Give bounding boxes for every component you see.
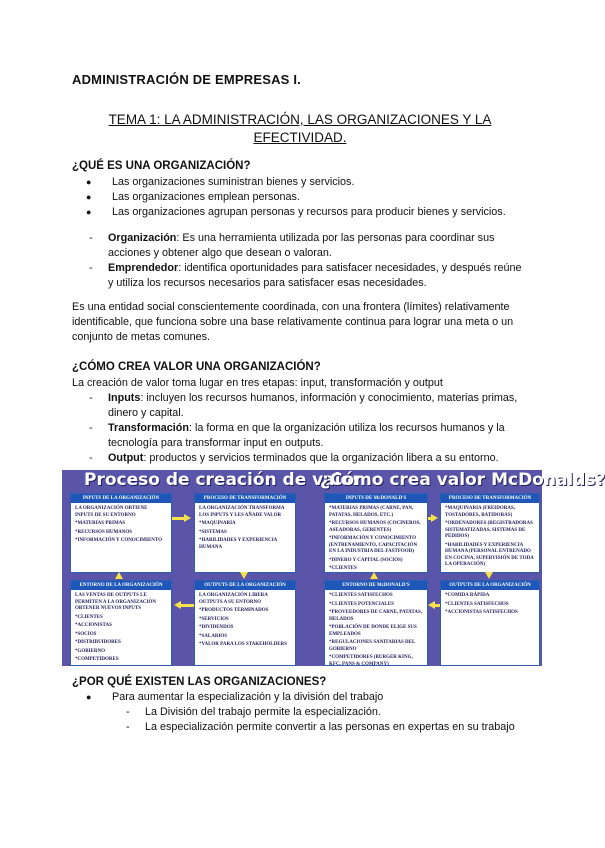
reasons-bullets bbox=[86, 690, 383, 705]
bullet-icon: ● bbox=[86, 192, 92, 202]
box-inputs: INPUTS DE LA ORGANIZACIÓN LA ORGANIZACIÓN OBTIENE INPUTS DE SU ENTORNO *MATERIAS PRIMAS *RECURSOS HUMANOS *INFORMACIÓN Y CONOCIMIENTO bbox=[70, 493, 172, 573]
topic-heading: TEMA 1: LA ADMINISTRACIÓN, LAS ORGANIZACIONES Y LA EFECTIVIDAD. bbox=[108, 112, 492, 145]
definition-organizacion: - Organización: Es una herramienta utilizada por las personas para coordinar sus acciones y obtener algo que desean o valoran. bbox=[89, 232, 495, 259]
stage-inputs: - Inputs: incluyen los recursos humanos, información y conocimiento, materias primas, dinero y capital. bbox=[89, 392, 518, 419]
reasons-sublist bbox=[126, 705, 526, 735]
box-body: LAS VENTAS DE OUTPUTS LE PERMITEN A LA ORGANIZACIÓN OBTENER NUEVOS INPUTS *CLIENTES *ACCIONISTAS *SOCIOS *DISTRIBUIDORES *GOBIERNO *COMPETIDORES bbox=[75, 593, 156, 662]
value-stages-list bbox=[89, 391, 529, 466]
organization-paragraph: Es una entidad social conscientemente coordinada, con una frontera (límites) relativamente identificable, que funciona sobre una base relativamente continua para lograr una meta o un conjunto de metas comunes. bbox=[72, 301, 514, 343]
bullet-icon: ● bbox=[86, 207, 92, 217]
organization-bullets bbox=[86, 175, 506, 220]
section-heading-por-que-existen: ¿POR QUÉ EXISTEN LAS ORGANIZACIONES? bbox=[72, 676, 327, 688]
stage-transformacion: - Transformación: la forma en que la organización utiliza los recursos humanos y la tecnología para transformar input en outputs. bbox=[89, 422, 505, 449]
box-body: *CLIENTES SATISFECHOS *CLIENTES POTENCIALES *PROVEEDORES DE CARNE, PATATAS, HELADOS *POBLACIÓN DE DONDE ELIGE SUS EMPLEADOS *REGULACIONES SANITARIAS DEL GOBIERNO *COMPETIDORES (BURGER KING, KFC, PANS & COMPANY) bbox=[329, 593, 423, 667]
list-item: - La División del trabajo permite la especialización. bbox=[126, 706, 381, 718]
list-item: - La especialización permite convertir a las personas en expertas en su trabajo bbox=[126, 721, 515, 733]
box-body: *MAQUINARIA (FREIDORAS, TOSTADORES, BATIDORAS) *ORDENADORES (REGISTRADORAS SISTEMATIZADAS, SISTEMAS DE PEDIDOS) *HABILIDADES Y EXPERIENCIA HUMANA (PERSONAL ENTRENADO EN COCINA, SUPERVISIÓN DE TODA LA OPERACIÓN) bbox=[445, 506, 534, 567]
arrow-right-icon bbox=[431, 514, 438, 522]
document-title: ADMINISTRACIÓN DE EMPRESAS I. bbox=[72, 72, 301, 87]
box-body: LA ORGANIZACIÓN LIBERA OUTPUTS A SU ENTORNO *PRODUCTOS TERMINADOS *SERVICIOS *DIVIDENDOS *SALARIOS *VALOR PARA LOS STAKEHOLDERS bbox=[199, 593, 287, 647]
arrow-up-icon bbox=[370, 572, 378, 579]
figure-left-panel bbox=[62, 470, 361, 666]
list-item: ● Las organizaciones emplean personas. bbox=[86, 191, 300, 203]
value-creation-figure bbox=[62, 470, 605, 667]
figure-right-title: ¿Cómo crea valor McDonalds? bbox=[320, 470, 605, 490]
arrow-down-icon bbox=[485, 572, 493, 579]
value-creation-intro: La creación de valor toma lugar en tres etapas: input, transformación y output bbox=[72, 377, 443, 389]
bullet-icon: ● bbox=[86, 177, 92, 187]
box-body: LA ORGANIZACIÓN OBTIENE INPUTS DE SU ENTORNO *MATERIAS PRIMAS *RECURSOS HUMANOS *INFORMACIÓN Y CONOCIMIENTO bbox=[75, 506, 163, 543]
box-entorno: ENTORNO DE LA ORGANIZACIÓN LAS VENTAS DE OUTPUTS LE PERMITEN A LA ORGANIZACIÓN OBTENER NUEVOS INPUTS *CLIENTES *ACCIONISTAS *SOCIOS *DISTRIBUIDORES *GOBIERNO *COMPETIDORES bbox=[70, 580, 172, 666]
list-item: ● Para aumentar la especialización y la división del trabajo bbox=[86, 691, 384, 703]
figure-left-title: Proceso de creación de valor bbox=[84, 470, 361, 490]
stage-output: - Output: productos y servicios terminados que la organización libera a su entorno. bbox=[89, 452, 499, 464]
arrow-right-icon bbox=[184, 514, 191, 522]
arrow-stem bbox=[180, 604, 194, 607]
box-mcd-transformacion: PROCESO DE TRANSFORMACIÓN *MAQUINARIA (FREIDORAS, TOSTADORES, BATIDORAS) *ORDENADORES (REGISTRADORAS SISTEMATIZADAS, SISTEMAS DE PEDIDOS) *HABILIDADES Y EXPERIENCIA HUMANA (PERSONAL ENTRENADO EN COCINA, SUPERVISIÓN DE TODA LA OPERACIÓN) bbox=[440, 493, 540, 573]
box-transformacion: PROCESO DE TRANSFORMACIÓN LA ORGANIZACIÓN TRANSFORMA LOS INPUTS Y LES AÑADE VALOR *MAQUINARIA *SISTEMAS *HABILIDADES Y EXPERIENCIA HUMANA bbox=[194, 493, 296, 573]
arrow-down-icon bbox=[240, 572, 248, 579]
box-outputs: OUTPUTS DE LA ORGANIZACIÓN LA ORGANIZACIÓN LIBERA OUTPUTS A SU ENTORNO *PRODUCTOS TERMINADOS *SERVICIOS *DIVIDENDOS *SALARIOS *VALOR PARA LOS STAKEHOLDERS bbox=[194, 580, 296, 666]
list-item: ● Las organizaciones suministran bienes y servicios. bbox=[86, 176, 355, 188]
box-mcd-entorno: ENTORNO DE McDONALD'S *CLIENTES SATISFECHOS *CLIENTES POTENCIALES *PROVEEDORES DE CARNE, PATATAS, HELADOS *POBLACIÓN DE DONDE ELIGE SUS EMPLEADOS *REGULACIONES SANITARIAS DEL GOBIERNO *COMPETIDORES (BURGER KING, KFC, PANS & COMPANY) bbox=[324, 580, 428, 666]
figure-right-panel bbox=[302, 470, 605, 667]
section-heading-que-es: ¿QUÉ ES UNA ORGANIZACIÓN? bbox=[72, 160, 251, 172]
box-body: *COMIDA RÁPIDA *CLIENTES SATISFECHOS *ACCIONISTAS SATISFECHOS bbox=[445, 593, 518, 615]
box-body: *MATERIAS PRIMAS (CARNE, PAN, PATATAS, HELADOS, ETC.) *RECURSOS HUMANOS (COCINEROS, ASEADORAS, GERENTES) *INFORMACIÓN Y CONOCIMIENTO (ENTRENAMIENTO, CAPACITACIÓN EN LA INDUSTRIA DEL FASTFOOD) *DINERO Y CAPITAL (SOCIOS) *CLIENTES bbox=[329, 506, 421, 571]
bullet-icon: ● bbox=[86, 692, 92, 702]
arrow-up-icon bbox=[115, 572, 123, 579]
definition-emprendedor: - Emprendedor: identifica oportunidades para satisfacer necesidades, y después reúne y utiliza los recursos necesarios para satisfacer esas necesidades. bbox=[89, 262, 522, 289]
box-body: LA ORGANIZACIÓN TRANSFORMA LOS INPUTS Y LES AÑADE VALOR *MAQUINARIA *SISTEMAS *HABILIDADES Y EXPERIENCIA HUMANA bbox=[199, 506, 285, 550]
list-item: ● Las organizaciones agrupan personas y recursos para producir bienes y servicios. bbox=[86, 206, 506, 218]
box-mcd-inputs: INPUTS DE McDONALD'S *MATERIAS PRIMAS (CARNE, PAN, PATATAS, HELADOS, ETC.) *RECURSOS HUMANOS (COCINEROS, ASEADORAS, GERENTES) *INFORMACIÓN Y CONOCIMIENTO (ENTRENAMIENTO, CAPACITACIÓN EN LA INDUSTRIA DEL FASTFOOD) *DINERO Y CAPITAL (SOCIOS) *CLIENTES bbox=[324, 493, 428, 573]
box-mcd-outputs: OUTPUTS DE LA ORGANIZACIÓN *COMIDA RÁPIDA *CLIENTES SATISFECHOS *ACCIONISTAS SATISFECHOS bbox=[440, 580, 540, 666]
definition-list bbox=[89, 231, 529, 291]
section-heading-como-crea-valor: ¿CÓMO CREA VALOR UNA ORGANIZACIÓN? bbox=[72, 361, 321, 373]
